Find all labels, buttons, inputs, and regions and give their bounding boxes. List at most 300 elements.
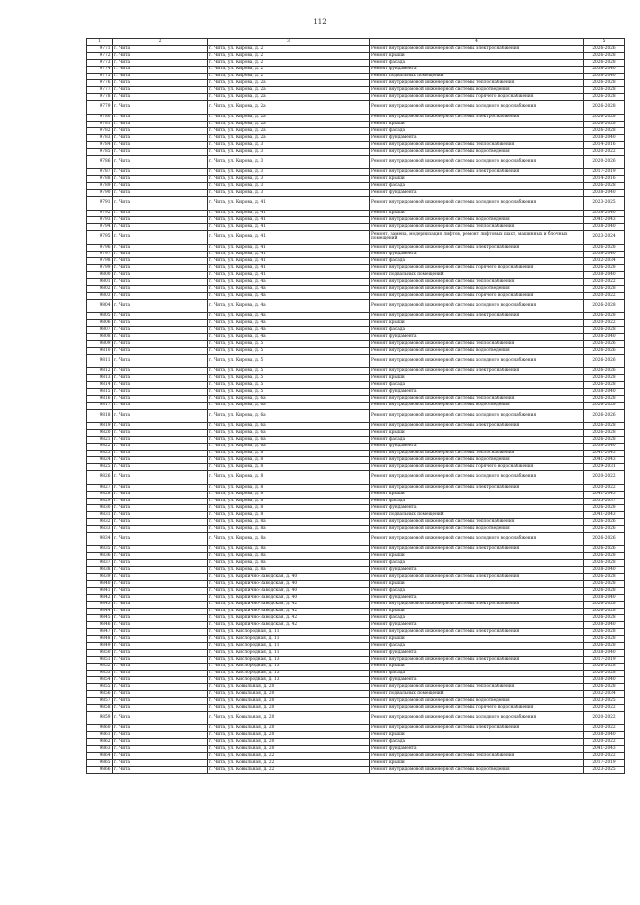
period-cell: 2020-2022 [584,320,625,327]
work-type-cell: Ремонт внутридомовой инженерной системы холодного водоснабжения [370,409,584,423]
city-cell: г. Чита [113,553,208,560]
address-cell: г. Чита, ул. Кирова, д. 8 [208,464,370,471]
work-type-cell: Ремонт фасада [370,615,584,622]
period-cell: 2026-2028 [584,402,625,409]
address-cell: г. Чита, ул. Кирова, д. 4а [208,327,370,334]
period-cell: 2026-2026 [584,546,625,553]
city-cell: г. Чита [113,464,208,471]
period-cell: 2026-2028 [584,429,625,436]
work-type-cell: Ремонт фундамента [370,190,584,197]
table-row [87,553,625,560]
period-cell: 2020-2022 [584,484,625,491]
work-type-cell: Ремонт внутридомовой инженерной системы холодного водоснабжения [370,532,584,546]
row-number-cell: 9825 [87,464,113,471]
table-row [87,101,625,115]
table-row [87,691,625,698]
row-number-cell: 9788 [87,176,113,183]
row-number-cell: 9792 [87,210,113,217]
row-number-cell: 9779 [87,101,113,115]
address-cell: г. Чита, ул. Кирпично-Заводская, д. 40 [208,574,370,581]
city-cell: г. Чита [113,313,208,320]
row-number-cell: 9810 [87,347,113,354]
period-cell: 2026-2028 [584,615,625,622]
table-row [87,395,625,402]
period-cell: 2038-2040 [584,190,625,197]
address-cell: г. Чита, ул. Кирова, д. 8а [208,526,370,533]
row-number-cell: 9795 [87,231,113,245]
city-cell: г. Чита [113,409,208,423]
address-cell: г. Чита, ул. Кирова, д. 2 [208,59,370,66]
row-number-cell: 9821 [87,436,113,443]
address-cell: г. Чита, ул. Кирова, д. 5 [208,381,370,388]
address-cell: г. Чита, ул. Кислородная, д. 13 [208,677,370,684]
work-type-cell: Ремонт внутридомовой инженерной системы холодного водоснабжения [370,711,584,725]
table-row [87,265,625,272]
work-type-cell: Ремонт фундамента [370,622,584,629]
table-row [87,450,625,457]
table-row [87,429,625,436]
table-row [87,176,625,183]
row-number-cell: 9863 [87,746,113,753]
work-type-cell: Ремонт внутридомовой инженерной системы электроснабжения [370,574,584,581]
table-row [87,94,625,101]
row-number-cell: 9807 [87,327,113,334]
address-cell: г. Чита, ул. Ковыльная, д. 22 [208,759,370,766]
table-row [87,752,625,759]
city-cell: г. Чита [113,732,208,739]
address-cell: г. Чита, ул. Кирова, д. 4а [208,320,370,327]
period-cell: 2014-2016 [584,142,625,149]
table-row [87,121,625,128]
column-header-5: 5 [584,39,625,46]
work-type-cell: Ремонт внутридомовой инженерной системы водоотведения [370,457,584,464]
address-cell: г. Чита, ул. Кирова, д. 2а [208,114,370,121]
city-cell: г. Чита [113,114,208,121]
city-cell: г. Чита [113,601,208,608]
table-row [87,498,625,505]
city-cell: г. Чита [113,176,208,183]
row-number-cell: 9811 [87,354,113,368]
row-number-cell: 9850 [87,649,113,656]
table-row [87,114,625,121]
address-cell: г. Чита, ул. Кирова, д. 8 [208,498,370,505]
table-row [87,663,625,670]
city-cell: г. Чита [113,711,208,725]
work-type-cell: Ремонт крыши [370,121,584,128]
row-number-cell: 9777 [87,87,113,94]
city-cell: г. Чита [113,251,208,258]
city-cell: г. Чита [113,677,208,684]
period-cell: 2026-2028 [584,52,625,59]
address-cell: г. Чита, ул. Ковыльная, д. 20 [208,704,370,711]
row-number-cell: 9860 [87,725,113,732]
work-type-cell: Ремонт фундамента [370,388,584,395]
address-cell: г. Чита, ул. Кирова, д. 4а [208,299,370,313]
row-number-cell: 9774 [87,66,113,73]
period-cell: 2038-2040 [584,567,625,574]
address-cell: г. Чита, ул. Кирова, д. 6а [208,409,370,423]
city-cell: г. Чита [113,292,208,299]
row-number-cell: 9835 [87,546,113,553]
row-number-cell: 9794 [87,224,113,231]
city-cell: г. Чита [113,210,208,217]
work-type-cell: Ремонт внутридомовой инженерной системы теплоснабжения [370,450,584,457]
row-number-cell: 9814 [87,381,113,388]
period-cell: 2026-2026 [584,340,625,347]
work-type-cell: Ремонт подвальных помещений [370,73,584,80]
period-cell: 2026-2028 [584,101,625,115]
address-cell: г. Чита, ул. Ковыльная, д. 20 [208,711,370,725]
row-number-cell: 9797 [87,251,113,258]
row-number-cell: 9830 [87,505,113,512]
period-cell: 2038-2040 [584,622,625,629]
table-row [87,80,625,87]
city-cell: г. Чита [113,560,208,567]
period-cell: 2026-2028 [584,114,625,121]
address-cell: г. Чита, ул. Кислородная, д. 13 [208,656,370,663]
work-type-cell: Ремонт подвальных помещений [370,512,584,519]
period-cell: 2026-2028 [584,553,625,560]
row-number-cell: 9804 [87,299,113,313]
table-row [87,574,625,581]
period-cell: 2041-2043 [584,217,625,224]
period-cell: 2020-2022 [584,752,625,759]
table-row [87,532,625,546]
city-cell: г. Чита [113,629,208,636]
address-cell: г. Чита, ул. Кирова, д. 2а [208,128,370,135]
period-cell: 2026-2028 [584,608,625,615]
row-number-cell: 9859 [87,711,113,725]
address-cell: г. Чита, ул. Кирова, д. 8а [208,567,370,574]
address-cell: г. Чита, ул. Кирова, д. 5 [208,354,370,368]
work-type-cell: Ремонт крыши [370,176,584,183]
city-cell: г. Чита [113,615,208,622]
city-cell: г. Чита [113,183,208,190]
work-type-cell: Ремонт внутридомовой инженерной системы холодного водоснабжения [370,471,584,485]
city-cell: г. Чита [113,128,208,135]
address-cell: г. Чита, ул. Ковыльная, д. 20 [208,698,370,705]
table-row [87,286,625,293]
city-cell: г. Чита [113,388,208,395]
period-cell: 2020-2022 [584,149,625,156]
address-cell: г. Чита, ул. Кирова, д. 5 [208,340,370,347]
row-number-cell: 9813 [87,375,113,382]
table-row [87,327,625,334]
period-cell: 2023-2025 [584,197,625,211]
address-cell: г. Чита, ул. Кирпично-Заводская, д. 40 [208,594,370,601]
city-cell: г. Чита [113,299,208,313]
city-cell: г. Чита [113,46,208,53]
table-row [87,135,625,142]
address-cell: г. Чита, ул. Кирова, д. 41 [208,217,370,224]
address-cell: г. Чита, ул. Кирова, д. 3 [208,190,370,197]
row-number-cell: 9857 [87,698,113,705]
address-cell: г. Чита, ул. Кирова, д. 8а [208,519,370,526]
row-number-cell: 9822 [87,443,113,450]
row-number-cell: 9853 [87,670,113,677]
period-cell: 2026-2028 [584,80,625,87]
city-cell: г. Чита [113,381,208,388]
city-cell: г. Чита [113,320,208,327]
repair-schedule-table [86,38,625,774]
row-number-cell: 9845 [87,615,113,622]
address-cell: г. Чита, ул. Ковыльная, д. 20 [208,725,370,732]
table-row [87,759,625,766]
period-cell: 2026-2028 [584,587,625,594]
row-number-cell: 9836 [87,553,113,560]
period-cell: 2026-2028 [584,642,625,649]
period-cell: 2026-2028 [584,423,625,430]
address-cell: г. Чита, ул. Кислородная, д. 13 [208,670,370,677]
address-cell: г. Чита, ул. Кирова, д. 4а [208,334,370,341]
work-type-cell: Ремонт внутридомовой инженерной системы водоотведения [370,526,584,533]
row-number-cell: 9866 [87,766,113,773]
work-type-cell: Ремонт внутридомовой инженерной системы водоотведения [370,402,584,409]
period-cell: 2029-2031 [584,464,625,471]
table-row [87,334,625,341]
city-cell: г. Чита [113,258,208,265]
row-number-cell: 9798 [87,258,113,265]
table-row [87,224,625,231]
city-cell: г. Чита [113,80,208,87]
work-type-cell: Ремонт фасада [370,587,584,594]
city-cell: г. Чита [113,484,208,491]
address-cell: г. Чита, ул. Кирова, д. 41 [208,224,370,231]
table-row [87,66,625,73]
city-cell: г. Чита [113,698,208,705]
row-number-cell: 9824 [87,457,113,464]
city-cell: г. Чита [113,670,208,677]
work-type-cell: Ремонт внутридомовой инженерной системы водоотведения [370,766,584,773]
city-cell: г. Чита [113,587,208,594]
table-row [87,567,625,574]
work-type-cell: Ремонт фасада [370,436,584,443]
address-cell: г. Чита, ул. Кирова, д. 2 [208,52,370,59]
work-type-cell: Ремонт подвальных помещений [370,691,584,698]
table-row [87,622,625,629]
work-type-cell: Ремонт внутридомовой инженерной системы теплоснабжения [370,395,584,402]
work-type-cell: Ремонт крыши [370,663,584,670]
table-row [87,615,625,622]
work-type-cell: Ремонт фундамента [370,334,584,341]
city-cell: г. Чита [113,691,208,698]
work-type-cell: Ремонт внутридомовой инженерной системы водоотведения [370,217,584,224]
address-cell: г. Чита, ул. Кирова, д. 3 [208,176,370,183]
address-cell: г. Чита, ул. Кирова, д. 8 [208,484,370,491]
address-cell: г. Чита, ул. Кирова, д. 6а [208,423,370,430]
work-type-cell: Ремонт внутридомовой инженерной системы электроснабжения [370,546,584,553]
table-row [87,601,625,608]
city-cell: г. Чита [113,622,208,629]
address-cell: г. Чита, ул. Ковыльная, д. 20 [208,691,370,698]
city-cell: г. Чита [113,224,208,231]
address-cell: г. Чита, ул. Кирова, д. 6а [208,402,370,409]
table-row [87,684,625,691]
address-cell: г. Чита, ул. Кирова, д. 8 [208,505,370,512]
city-cell: г. Чита [113,512,208,519]
city-cell: г. Чита [113,526,208,533]
work-type-cell: Ремонт внутридомовой инженерной системы теплоснабжения [370,752,584,759]
period-cell: 2038-2040 [584,272,625,279]
city-cell: г. Чита [113,286,208,293]
city-cell: г. Чита [113,491,208,498]
city-cell: г. Чита [113,66,208,73]
period-cell: 2026-2028 [584,629,625,636]
work-type-cell: Ремонт внутридомовой инженерной системы горячего водоснабжения [370,292,584,299]
address-cell: г. Чита, ул. Кирова, д. 41 [208,244,370,251]
table-row [87,292,625,299]
city-cell: г. Чита [113,532,208,546]
table-row [87,436,625,443]
table-row [87,368,625,375]
row-number-cell: 9858 [87,704,113,711]
row-number-cell: 9776 [87,80,113,87]
address-cell: г. Чита, ул. Кирова, д. 41 [208,251,370,258]
period-cell: 2026-2026 [584,368,625,375]
period-cell: 2038-2040 [584,135,625,142]
address-cell: г. Чита, ул. Ковыльная, д. 20 [208,732,370,739]
period-cell: 2038-2040 [584,732,625,739]
row-number-cell: 9782 [87,128,113,135]
city-cell: г. Чита [113,636,208,643]
table-row [87,320,625,327]
table-row [87,340,625,347]
work-type-cell: Ремонт внутридомовой инженерной системы водоотведения [370,347,584,354]
row-number-cell: 9834 [87,532,113,546]
city-cell: г. Чита [113,746,208,753]
address-cell: г. Чита, ул. Кирова, д. 4а [208,292,370,299]
row-number-cell: 9785 [87,149,113,156]
address-cell: г. Чита, ул. Кирова, д. 2 [208,46,370,53]
row-number-cell: 9849 [87,642,113,649]
row-number-cell: 9775 [87,73,113,80]
table-row [87,677,625,684]
work-type-cell: Ремонт внутридомовой инженерной системы водоотведения [370,286,584,293]
work-type-cell: Ремонт фундамента [370,505,584,512]
work-type-cell: Ремонт фундамента [370,594,584,601]
period-cell: 2020-2026 [584,155,625,169]
city-cell: г. Чита [113,244,208,251]
table-row [87,656,625,663]
table-row [87,464,625,471]
table-row [87,423,625,430]
address-cell: г. Чита, ул. Кирова, д. 6а [208,429,370,436]
address-cell: г. Чита, ул. Кирова, д. 8а [208,532,370,546]
row-number-cell: 9773 [87,59,113,66]
address-cell: г. Чита, ул. Кирпично-Заводская, д. 40 [208,587,370,594]
period-cell: 2017-2019 [584,169,625,176]
period-cell: 2023-2025 [584,698,625,705]
table-row [87,725,625,732]
city-cell: г. Чита [113,608,208,615]
city-cell: г. Чита [113,169,208,176]
city-cell: г. Чита [113,87,208,94]
table-row [87,347,625,354]
period-cell: 2026-2026 [584,354,625,368]
table-row [87,457,625,464]
row-number-cell: 9864 [87,752,113,759]
city-cell: г. Чита [113,52,208,59]
row-number-cell: 9791 [87,197,113,211]
city-cell: г. Чита [113,443,208,450]
work-type-cell: Ремонт внутридомовой инженерной системы водоотведения [370,698,584,705]
period-cell: 2026-2028 [584,299,625,313]
address-cell: г. Чита, ул. Кислородная, д. 11 [208,629,370,636]
city-cell: г. Чита [113,149,208,156]
row-number-cell: 9856 [87,691,113,698]
row-number-cell: 9865 [87,759,113,766]
work-type-cell: Ремонт внутридомовой инженерной системы электроснабжения [370,169,584,176]
city-cell: г. Чита [113,429,208,436]
city-cell: г. Чита [113,375,208,382]
row-number-cell: 9832 [87,519,113,526]
table-row [87,190,625,197]
row-number-cell: 9806 [87,320,113,327]
city-cell: г. Чита [113,684,208,691]
address-cell: г. Чита, ул. Кирова, д. 8 [208,450,370,457]
work-type-cell: Ремонт внутридомовой инженерной системы горячего водоснабжения [370,94,584,101]
work-type-cell: Ремонт фасада [370,642,584,649]
address-cell: г. Чита, ул. Кирова, д. 2а [208,135,370,142]
row-number-cell: 9833 [87,526,113,533]
period-cell: 2026-2028 [584,94,625,101]
period-cell: 2038-2040 [584,649,625,656]
address-cell: г. Чита, ул. Кирова, д. 8а [208,560,370,567]
period-cell: 2020-2022 [584,292,625,299]
address-cell: г. Чита, ул. Кирова, д. 2а [208,94,370,101]
address-cell: г. Чита, ул. Кирова, д. 8а [208,553,370,560]
city-cell: г. Чита [113,423,208,430]
period-cell: 2032-2034 [584,258,625,265]
city-cell: г. Чита [113,656,208,663]
work-type-cell: Ремонт фасада [370,59,584,66]
address-cell: г. Чита, ул. Ковыльная, д. 22 [208,752,370,759]
work-type-cell: Ремонт крыши [370,580,584,587]
address-cell: г. Чита, ул. Кирова, д. 4а [208,286,370,293]
period-cell: 2020-2022 [584,711,625,725]
table-row [87,375,625,382]
address-cell: г. Чита, ул. Кирова, д. 41 [208,272,370,279]
address-cell: г. Чита, ул. Кирова, д. 41 [208,258,370,265]
period-cell: 2038-2040 [584,224,625,231]
table-row [87,636,625,643]
row-number-cell: 9827 [87,484,113,491]
work-type-cell: Ремонт фундамента [370,567,584,574]
period-cell: 2026-2028 [584,560,625,567]
header-row [87,39,625,46]
address-cell: г. Чита, ул. Кирова, д. 41 [208,210,370,217]
address-cell: г. Чита, ул. Кирова, д. 41 [208,265,370,272]
period-cell: 2026-2028 [584,128,625,135]
period-cell: 2026-2028 [584,87,625,94]
row-number-cell: 9800 [87,272,113,279]
column-header-4: 4 [370,39,584,46]
city-cell: г. Чита [113,519,208,526]
address-cell: г. Чита, ул. Кирова, д. 2а [208,80,370,87]
address-cell: г. Чита, ул. Кислородная, д. 11 [208,642,370,649]
period-cell: 2026-2028 [584,286,625,293]
work-type-cell: Ремонт внутридомовой инженерной системы холодного водоснабжения [370,354,584,368]
address-cell: г. Чита, ул. Кислородная, д. 11 [208,649,370,656]
row-number-cell: 9803 [87,292,113,299]
row-number-cell: 9839 [87,574,113,581]
table-row [87,443,625,450]
work-type-cell: Ремонт внутридомовой инженерной системы горячего водоснабжения [370,464,584,471]
city-cell: г. Чита [113,567,208,574]
work-type-cell: Ремонт внутридомовой инженерной системы электроснабжения [370,244,584,251]
work-type-cell: Ремонт внутридомовой инженерной системы холодного водоснабжения [370,155,584,169]
table-row [87,210,625,217]
